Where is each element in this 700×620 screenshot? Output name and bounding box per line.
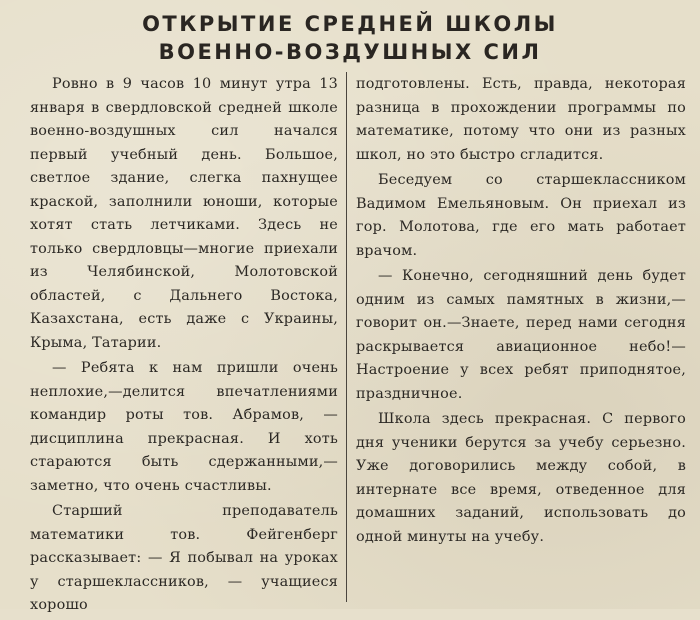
column-divider — [346, 72, 347, 602]
paragraph-feigenberg-quote: Старший преподаватель математики тов. Фейгенберг рассказывает: — Я побывал на уроках у старшеклассников, — учащиеся хорошо — [30, 503, 338, 613]
paragraph-emelyanov-quote: — Конечно, сегодняшний день будет одним из самых памятных в жизни,—говорит он.—Знаете, перед нами сегодня раскрывается авиационное небо!—Настроение у всех ребят приподнятое, праздничное. — [356, 268, 686, 402]
paragraph-opening: Ровно в 9 часов 10 минут утра 13 января в свердловской средней школе военно-воздушных сил начался первый учебный день. Большое, светлое здание, слегка пахнущее краской, заполнили юноши, которые хотят стать летчиками. Здесь не только свердловцы—многие приехали из Челябинской, Молотовской областей, с Дальнего Востока, Казахстана, есть даже с Украины, Крыма, Татарии. — [30, 76, 338, 351]
headline-line-2: ВОЕННО-ВОЗДУШНЫХ СИЛ — [158, 40, 542, 64]
headline-line-1: ОТКРЫТИЕ СРЕДНЕЙ ШКОЛЫ — [142, 12, 558, 36]
paragraph-continuation: подготовлены. Есть, правда, некоторая разница в прохождении программы по математике, потому что они из разных школ, но это быстро сгладится. — [356, 76, 686, 163]
paragraph-emelyanov-intro: Беседуем со старшеклассником Вадимом Емельяновым. Он приехал из гор. Молотова, где его мать работает врачом. — [356, 172, 686, 259]
right-column — [356, 73, 686, 551]
article-headline — [0, 10, 700, 66]
paragraph-school-closing: Школа здесь прекрасная. С первого дня ученики берутся за учебу серьезно. Уже договорились между собой, в интернате все время, отведенное для домашних заданий, использовать до одной минуты на учебу. — [356, 411, 686, 545]
paragraph-abramov-quote: — Ребята к нам пришли очень неплохие,—делится впечатлениями командир роты тов. Абрамов, — дисциплина прекрасная. И хоть стараются быть сдержанными,—заметно, что очень счастливы. — [30, 360, 338, 494]
left-column — [30, 73, 338, 620]
